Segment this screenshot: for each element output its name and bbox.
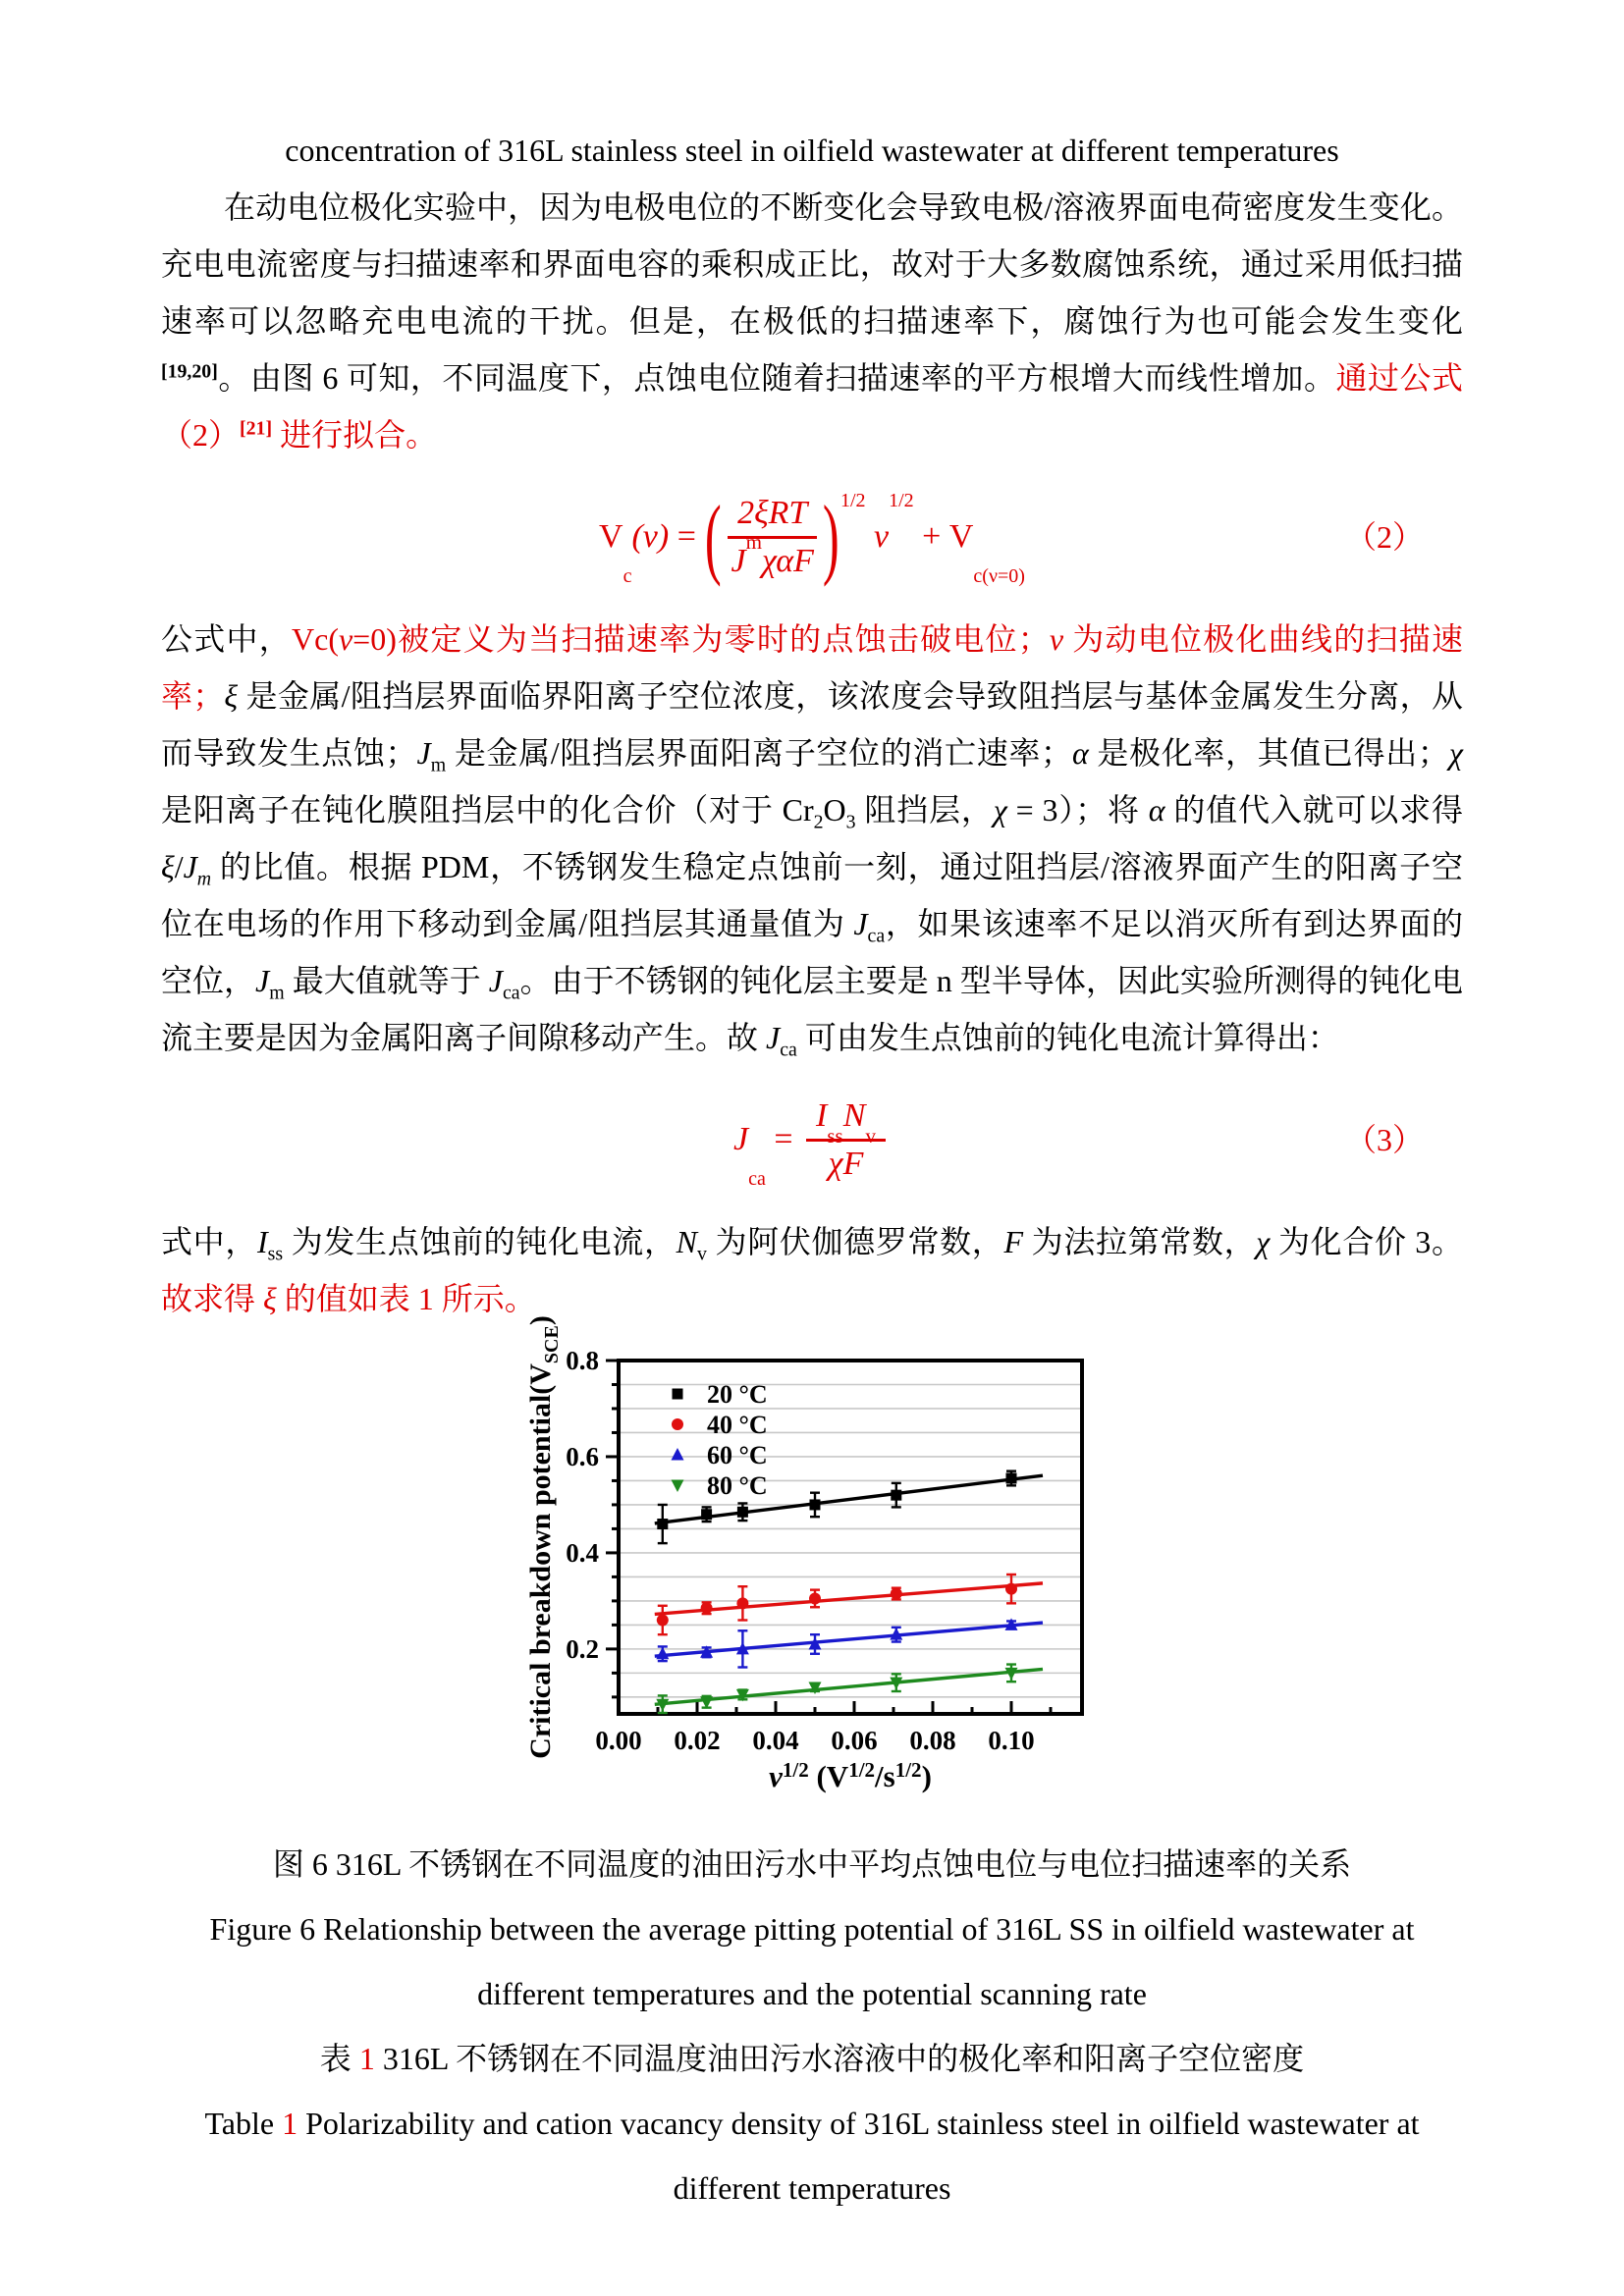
plot-frame [619,1361,1082,1714]
x-tick-label: 0.04 [752,1726,799,1755]
table1-caption-en-line1 [161,2091,1463,2156]
text-segment: 通过公式（2） [161,360,1463,453]
text-segment: χ [1256,1224,1271,1259]
text-segment: F [1003,1224,1024,1259]
y-axis-label: Critical breakdown $potential(V_{SCE})$ [524,1315,563,1759]
x-tick-label: 0.10 [988,1726,1035,1755]
y-tick-label: 0.6 [566,1441,599,1471]
text-segment: I [256,1224,268,1259]
text-segment: 公式中， [161,621,292,657]
text-segment: J [488,963,503,998]
text-segment: = 3）；将 [1006,792,1149,828]
text-segment: α [1071,735,1089,771]
text-segment: ca [503,982,520,1004]
equation-2-number: （2） [1344,519,1424,555]
text-segment: 故求得 [161,1281,264,1316]
text-segment: 1 [358,2041,375,2076]
text-segment: 最大值就等于 [284,963,489,998]
text-segment: ca [867,925,886,947]
text-segment: Polarizability and cation vacancy density of 316L stainless steel in oilfield wastewater at [298,2106,1420,2141]
text-segment: 为法拉第常数， [1023,1224,1257,1259]
paragraph-formula-terms [161,611,1463,1066]
text-segment: Vc( [292,621,339,657]
text-segment: α [1148,792,1165,828]
text-segment: N [676,1224,697,1259]
legend-label: 40 °C [707,1411,768,1439]
text-segment: 。由图 6 可知，不同温度下，点蚀电位随着扫描速率的平方根增大而线性增加。 [217,360,1336,396]
legend-label: 20 °C [707,1380,768,1409]
equation-2-fraction: 2ξRT J m χαF [728,494,817,579]
text-segment: ξ [263,1281,277,1316]
text-segment: J [766,1020,781,1055]
table1-caption-zh [161,2026,1463,2091]
equation-2: V c (ν) = ( 2ξRT J m χαF ) 1/2 ν 1/2 + V c(ν=0) [599,487,1025,587]
text-segment: 表 [319,2041,359,2076]
text-segment: / [174,849,184,884]
text-segment: 为发生点蚀前的钝化电流， [283,1224,677,1259]
text-segment: m [196,868,212,890]
text-segment: =0)被定义为当扫描速率为零时的点蚀击破电位； [352,621,1050,657]
x-axis-label: $\nu^{1/2}$ $(V^{1/2}/s^{1/2})$ [769,1758,932,1793]
text-segment: J [853,906,868,941]
text-segment: v [696,1243,707,1265]
text-segment: 为动电位极化曲线的扫描速率； [161,621,1463,714]
text-segment: 在动电位极化实验中，因为电极电位的不断变化会导致电极/溶液界面电荷密度发生变化。充电电流密度与扫描速率和界面电容的乘积成正比，故对于大多数腐蚀系统，通过采用低扫描速率可以忽略充电电流的干扰。但是，在极低的扫描速率下，腐蚀行为也可能会发生变化 [161,189,1463,339]
figure6-chart [524,1315,1100,1826]
text-segment: 是阳离子在钝化膜阻挡层中的化合价（对于 Cr [161,792,814,828]
paragraph-scan-rate [161,179,1463,463]
text-segment: 可由发生点蚀前的钝化电流计算得出： [796,1020,1339,1055]
text-segment: m [269,982,285,1004]
text-segment: 1 [282,2106,298,2141]
text-segment: 进行拟合。 [272,417,438,453]
text-segment: ，如果该速率不足以消灭所有到达界面的空位， [161,906,1463,998]
equation-2-row [161,463,1463,611]
text-segment: 为化合价 3。 [1270,1224,1463,1259]
figure6 [161,1315,1463,1826]
y-tick-label: 0.8 [566,1346,599,1375]
text-segment: ν [338,621,353,657]
x-tick-label: 0.08 [909,1726,956,1755]
series-80C [655,1665,1043,1713]
text-segment: J [255,963,270,998]
paragraph-equation3-terms [161,1213,1463,1327]
text-segment: ν [1049,621,1064,657]
text-segment: χ [993,792,1007,828]
legend-label: 80 °C [707,1471,768,1500]
equation-3: J ca = I ss N v χF [733,1096,891,1182]
text-segment: 。由于不锈钢的钝化层主要是 n 型半导体，因此实验所测得的钝化电流主要是因为金属阳离子间隙移动产生。故 [161,963,1463,1055]
figure6-chart-svg [524,1315,1100,1808]
equation-3-fraction: I ss N v χF [806,1096,886,1182]
equation-3-row [161,1066,1463,1213]
text-segment: χ [1448,735,1463,771]
text-segment: ξ [224,678,239,714]
table1-caption-en-line2: different temperatures [673,2170,951,2206]
text-segment: 的值代入就可以求得 [1164,792,1463,828]
y-tick-label: 0.2 [566,1633,599,1664]
legend [672,1380,768,1500]
text-segment: 3 [845,811,856,833]
text-segment: ξ [161,849,175,884]
text-segment: O [823,792,846,828]
text-segment: 是金属/阻挡层界面临界阳离子空位浓度，该浓度会导致阻挡层与基体金属发生分离，从而导致发生点蚀； [161,678,1463,771]
text-segment: 的比值。根据 PDM，不锈钢发生稳定点蚀前一刻，通过阻挡层/溶液界面产生的阳离子空位在电场的作用下移动到金属/阻挡层其通量值为 [161,849,1463,941]
page-content [161,0,1463,2220]
text-segment: 316L 不锈钢在不同温度油田污水溶液中的极化率和阳离子空位密度 [374,2041,1305,2076]
text-segment: [19,20] [161,360,218,383]
text-segment: 阻挡层， [855,792,994,828]
text-segment: 是金属/阻挡层界面阳离子空位的消亡速率； [446,735,1072,771]
x-tick-label: 0.06 [831,1726,878,1755]
text-segment: 2 [813,811,824,833]
text-segment: Table [204,2106,283,2141]
text-segment: 是极化率，其值已得出； [1088,735,1449,771]
text-segment: ca [780,1039,797,1061]
text-segment: 为阿伏伽德罗常数， [706,1224,1004,1259]
figure6-caption-en-line2: different temperatures and the potential scanning rate [477,1976,1147,2011]
text-segment: J [416,735,431,771]
figure6-caption-en-line1: Figure 6 Relationship between the average pitting potential of 316L SS in oilfield wastewater at [209,1911,1415,1947]
text-segment: ss [267,1243,284,1265]
x-tick-label: 0.00 [595,1726,642,1755]
text-segment: J [183,849,197,884]
text-segment: [21] [240,417,273,440]
text-segment: 式中， [161,1224,257,1259]
text-segment: m [430,754,447,776]
figure6-caption-zh: 图 6 316L 不锈钢在不同温度的油田污水中平均点蚀电位与电位扫描速率的关系 [272,1846,1352,1882]
header-continuation-line: concentration of 316L stainless steel in oilfield wastewater at different temperatures [285,133,1339,168]
y-tick-label: 0.4 [566,1537,599,1568]
text-segment: 的值如表 1 所示。 [276,1281,536,1316]
equation-3-number: （3） [1344,1122,1424,1157]
legend-label: 60 °C [707,1441,768,1469]
x-tick-label: 0.02 [674,1726,721,1755]
